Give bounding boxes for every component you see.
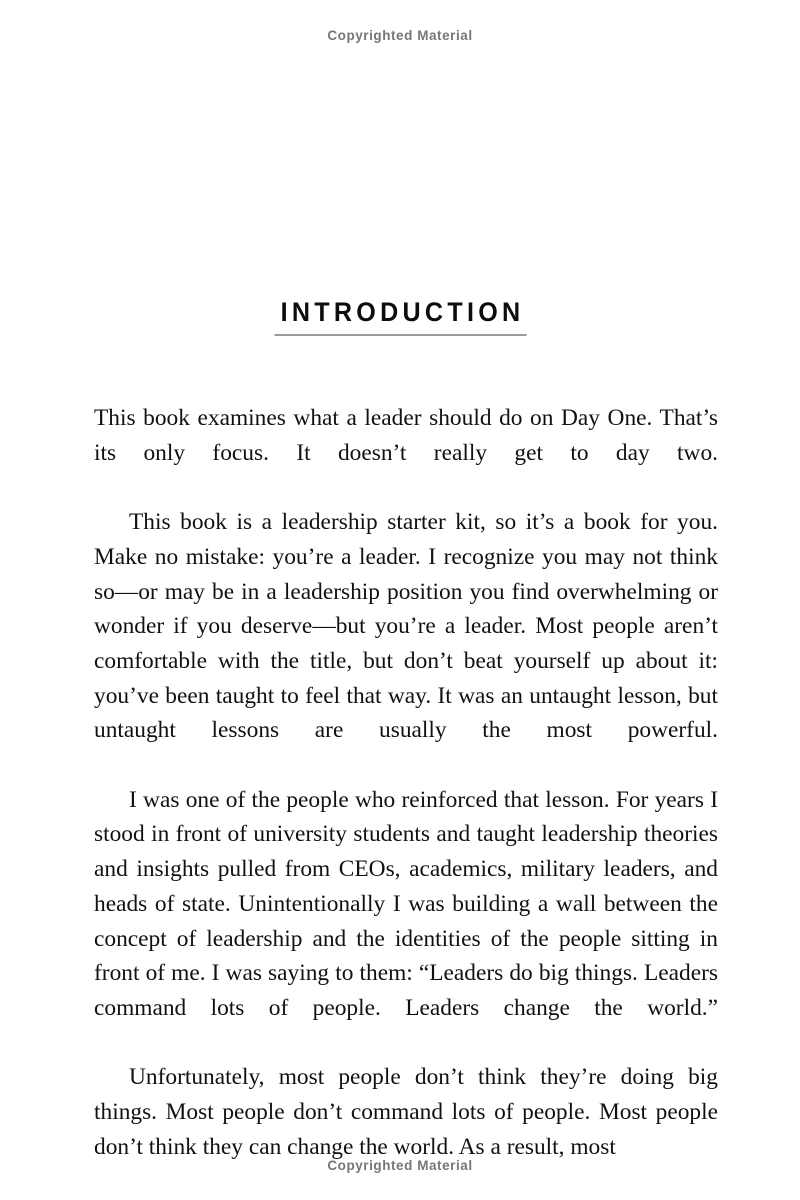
page-title: INTRODUCTION	[274, 297, 526, 336]
copyright-watermark-top: Copyrighted Material	[327, 28, 473, 43]
paragraph-4: Unfortunately, most people don’t think they’re doing big things. Most people don’t command lots of people. Most people don’t think they can change the world. As a result, most	[94, 1064, 718, 1160]
paragraph-1: This book examines what a leader should do on Day One. That’s its only focus. It doesn’t really get to day two.	[94, 405, 718, 466]
copyright-watermark-bottom: Copyrighted Material	[327, 1158, 473, 1173]
paragraph-3: I was one of the people who reinforced that lesson. For years I stood in front of university students and taught leadership theories and insights pulled from CEOs, academics, military leaders, and heads of state. Unintentionally I was building a wall between the concept of leadership and the identities of the people sitting in front of me. I was saying to them: “Leaders do big things. Leaders command lots of people. Leaders change the world.”	[94, 786, 718, 1021]
paragraph-2: This book is a leadership starter kit, so it’s a book for you. Make no mistake: you’re a leader. I recognize you may not think so—or may be in a leadership position you find overwhelming or wonder if you deserve—but you’re a leader. Most people aren’t comfortable with the title, but don’t beat yourself up about it: you’ve been taught to feel that way. It was an untaught lesson, but untaught lessons are usually the most powerful.	[94, 509, 718, 744]
body-text	[94, 401, 718, 1164]
chapter-heading-block	[0, 297, 800, 336]
